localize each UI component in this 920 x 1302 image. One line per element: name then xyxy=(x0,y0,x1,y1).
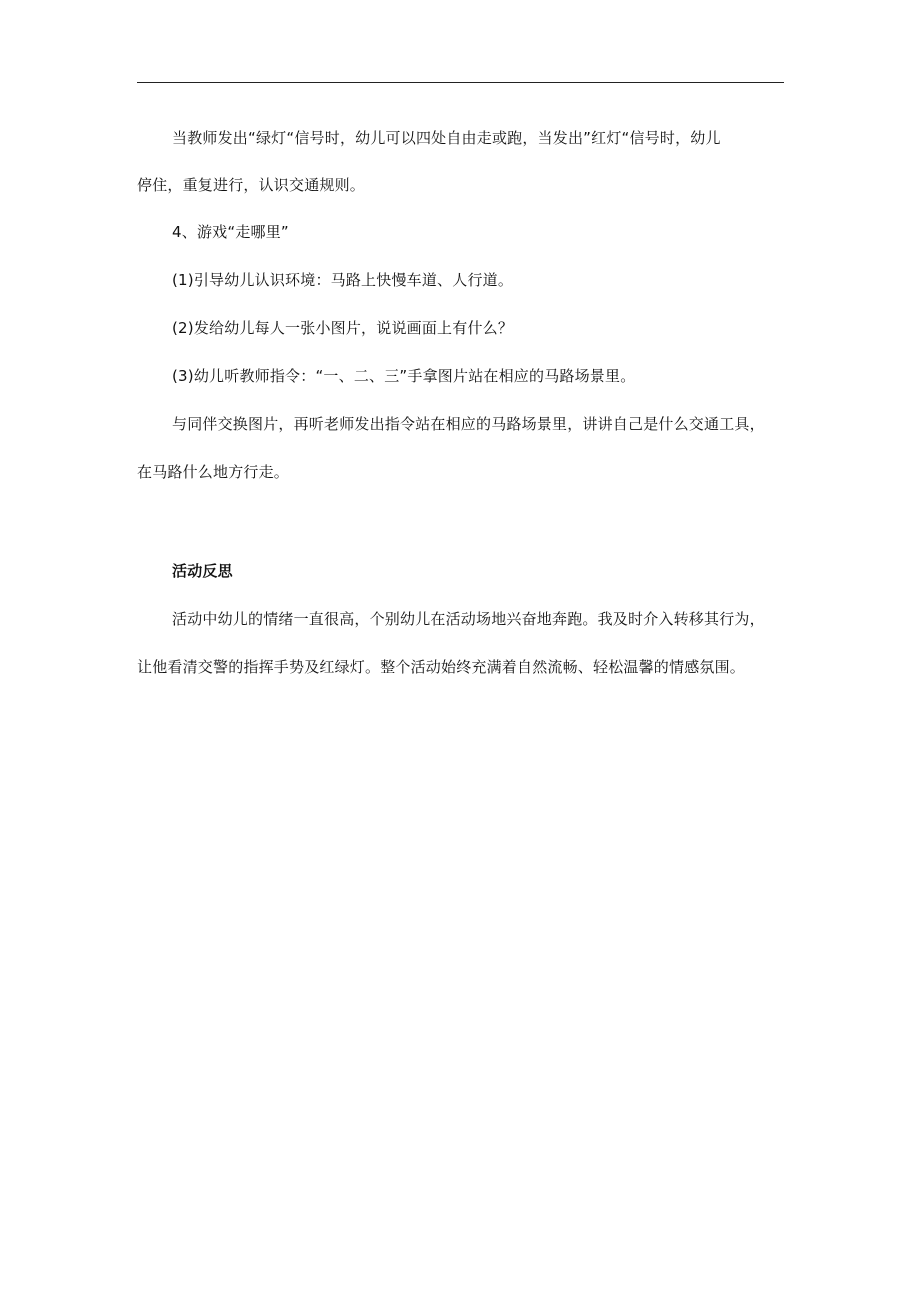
paragraph-line: 在马路什么地方行走。 xyxy=(137,463,290,481)
paragraph-line: 停住，重复进行，认识交通规则。 xyxy=(137,176,366,194)
paragraph-line: 与同伴交换图片，再听老师发出指令站在相应的马路场景里，讲讲自己是什么交通工具， xyxy=(172,415,765,433)
section-heading-game: 4、游戏“走哪里” xyxy=(172,223,289,241)
reflection-heading: 活动反思 xyxy=(172,562,233,580)
list-item: (1)引导幼儿认识环境：马路上快慢车道、人行道。 xyxy=(172,271,514,289)
paragraph-line: 当教师发出“绿灯“信号时，幼儿可以四处自由走或跑，当发出”红灯“信号时，幼儿 xyxy=(172,129,721,147)
list-item: (2)发给幼儿每人一张小图片，说说画面上有什么？ xyxy=(172,319,514,337)
reflection-line: 活动中幼儿的情绪一直很高，个别幼儿在活动场地兴奋地奔跑。我及时介入转移其行为， xyxy=(172,610,765,628)
reflection-line: 让他看清交警的指挥手势及红绿灯。整个活动始终充满着自然流畅、轻松温馨的情感氛围。 xyxy=(137,658,746,676)
list-item: (3)幼儿听教师指令：“一、二、三”手拿图片站在相应的马路场景里。 xyxy=(172,367,636,385)
header-rule xyxy=(137,82,784,83)
